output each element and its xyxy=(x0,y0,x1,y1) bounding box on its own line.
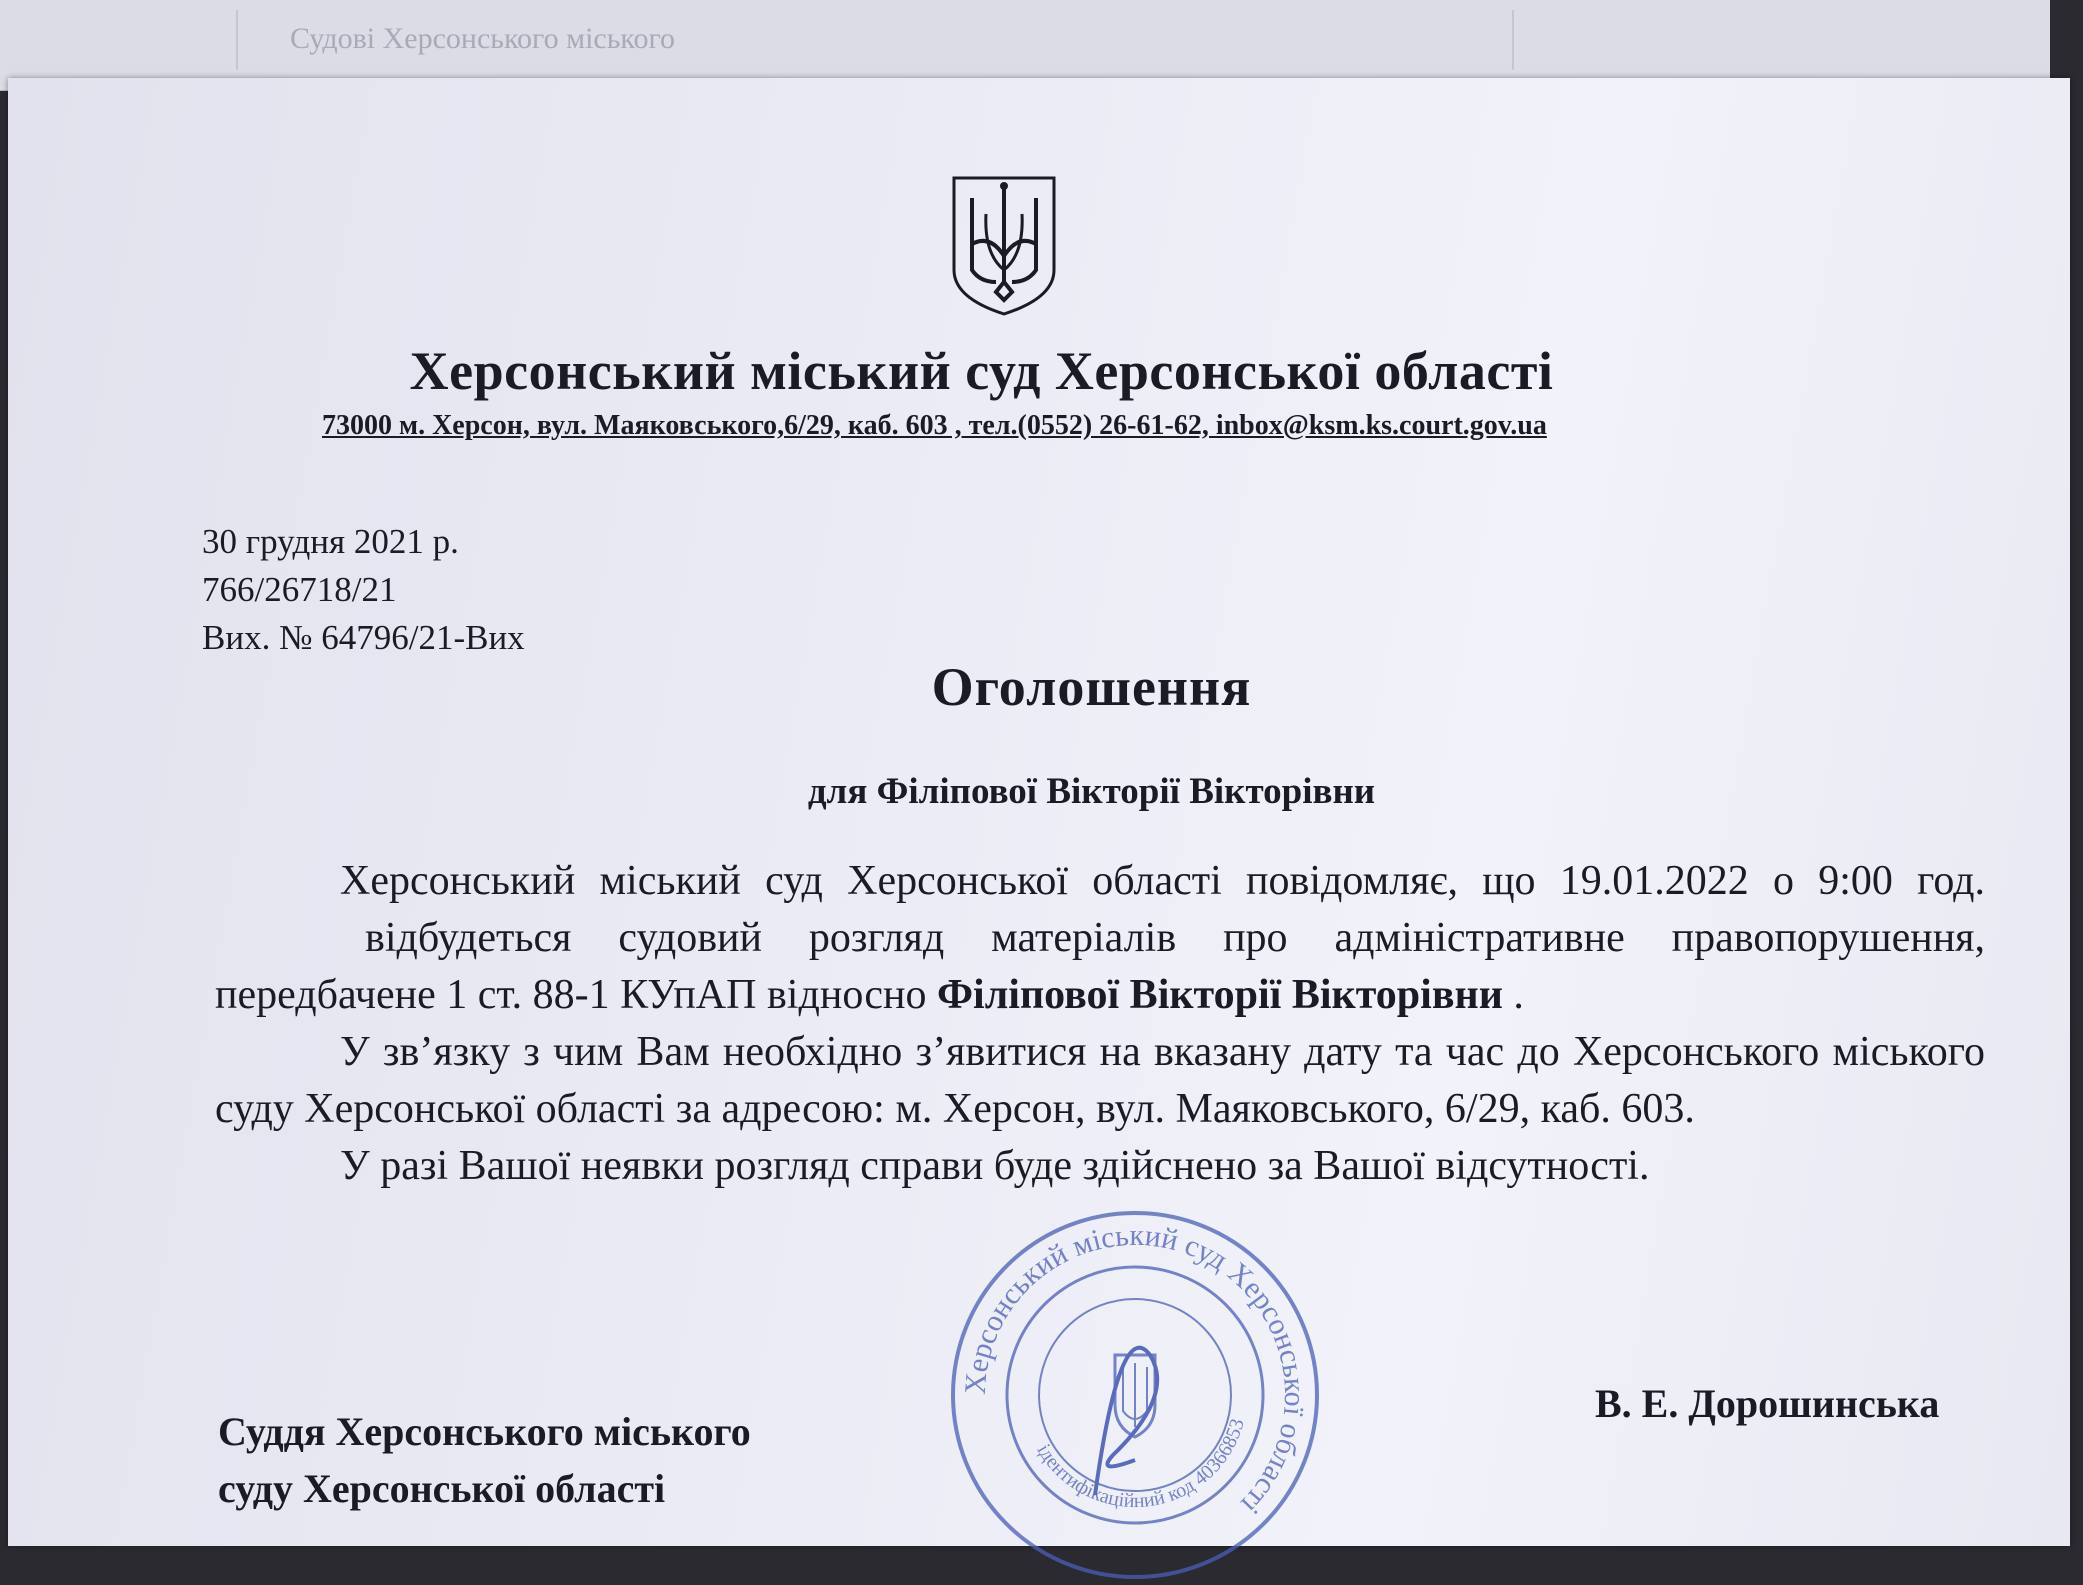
recipient-line xyxy=(0,770,2083,813)
judge-title-line-1: Суддя Херсонського міського xyxy=(218,1409,751,1454)
paragraph-1-middle: відбудеться судовий розгляд матеріалів про адміністративне правопорушення, передбачене 1 ст. 88-1 КУпАП відносно xyxy=(215,915,1985,1018)
defendant-name: Філіпової Вікторії Вікторівни xyxy=(936,972,1503,1018)
notice-body xyxy=(215,853,1985,1195)
document-title xyxy=(0,656,2083,718)
paragraph-1-end: . xyxy=(1502,972,1524,1018)
case-number: 766/26718/21 xyxy=(202,570,397,609)
seal-ring-text: Херсонський міський суд Херсонської області xyxy=(958,1218,1312,1521)
document-date: 30 грудня 2021 р. xyxy=(202,522,459,561)
recipient-text: для Філіпової Вікторії Вікторівни xyxy=(807,771,1376,812)
notice-paragraph-3: У разі Вашої неявки розгляд справи буде здійснено за Вашої відсутності. xyxy=(340,1143,1650,1189)
court-name xyxy=(0,340,2083,402)
judge-name: В. Е. Дорошинська xyxy=(1595,1381,1940,1426)
document-title-text: Оголошення xyxy=(931,657,1252,717)
notice-paragraph-2: У зв’язку з чим Вам необхідно з’явитися на вказану дату та час до Херсонського міського суду Херсонської області за адресою: м. Херсон, вул. Маяковського, 6/29, каб. 603. xyxy=(215,1029,1985,1132)
court-seal-stamp xyxy=(945,1205,1325,1585)
paragraph-1-start: Херсонський міський суд Херсонської області повідомляє, що 19.01.2022 о 9:00 год. xyxy=(340,858,1985,904)
court-name-text: Херсонський міський суд Херсонської області xyxy=(409,341,1554,401)
seal-id-text: ідентифікаційний код 40366853 xyxy=(1032,1416,1249,1513)
judge-title-line-2: суду Херсонської області xyxy=(218,1466,666,1511)
court-address: 73000 м. Херсон, вул. Маяковського,6/29, каб. 603 , тел.(0552) 26-61-62, inbox@ksm.ks.court.gov.ua xyxy=(322,410,1547,441)
background-sheet-text: Судові Херсонського міського xyxy=(290,22,676,55)
document-meta xyxy=(202,518,525,662)
outgoing-number: Вих. № 64796/21-Вих xyxy=(202,618,525,657)
notice-paragraph-1 xyxy=(215,853,1985,1024)
judge-title xyxy=(218,1403,751,1517)
svg-text:ідентифікаційний код 40366853 xyxy=(1032,1416,1248,1512)
coat-of-arms-icon xyxy=(950,174,1058,318)
